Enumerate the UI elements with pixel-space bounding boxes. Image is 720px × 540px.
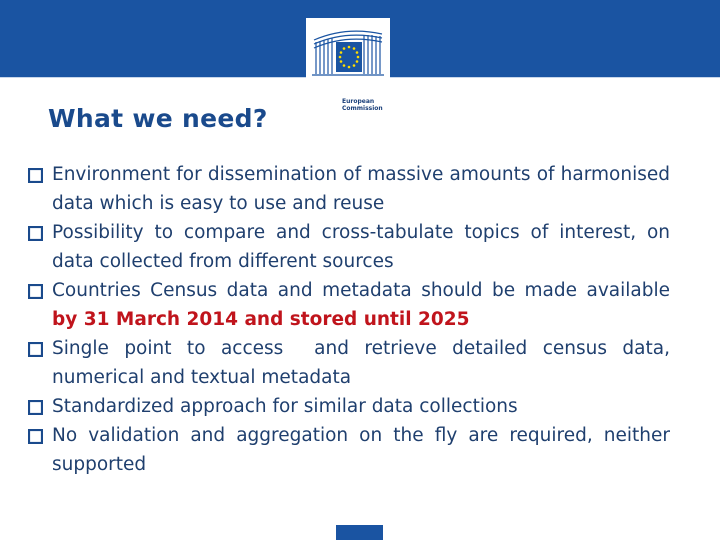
bullet-item [28, 334, 676, 392]
bullet-item [28, 421, 670, 479]
logo-text-line-1: European [342, 98, 375, 105]
checkbox-icon [28, 342, 43, 357]
bullet-item [28, 276, 670, 334]
bullet-item [28, 160, 670, 218]
checkbox-icon [28, 284, 43, 299]
bullet-text: Single point to access and retrieve detailed census data, numerical and textual metadata [52, 338, 676, 388]
bullet-text: Countries Census data and metadata should be made available [52, 280, 670, 301]
deadline-highlight: by 31 March 2014 and stored until 2025 [52, 309, 470, 330]
checkbox-icon [28, 226, 43, 241]
bullet-text: Standardized approach for similar data collections [52, 396, 518, 417]
logo-text [342, 98, 383, 112]
checkbox-icon [28, 429, 43, 444]
building-flag-icon [306, 18, 390, 100]
bullet-text: No validation and aggregation on the fly are required, neither supported [52, 425, 670, 475]
bullet-text: Possibility to compare and cross-tabulate topics of interest, on data collected from different sources [52, 222, 670, 272]
footer-bar [336, 525, 383, 540]
european-commission-logo [306, 18, 390, 112]
bullet-text: Environment for dissemination of massive amounts of harmonised data which is easy to use and reuse [52, 164, 670, 214]
slide-title: What we need? [48, 104, 268, 133]
logo-text-line-2: Commission [342, 105, 383, 112]
checkbox-icon [28, 168, 43, 183]
bullet-item [28, 218, 670, 276]
bullet-list [28, 160, 676, 479]
bullet-item [28, 392, 670, 421]
checkbox-icon [28, 400, 43, 415]
